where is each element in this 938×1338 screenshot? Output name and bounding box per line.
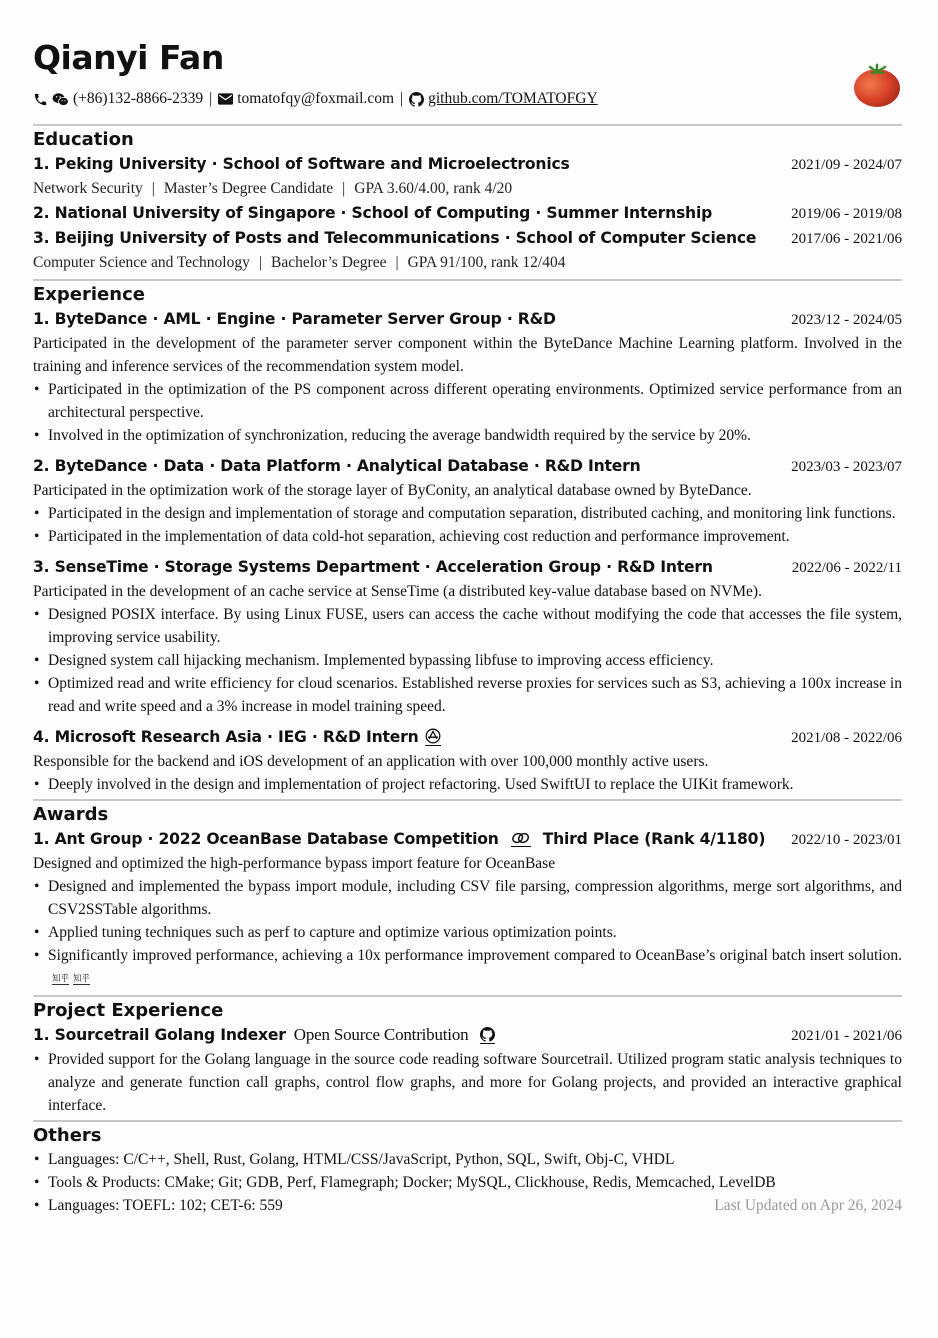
gpa: GPA 91/100, rank 12/404 bbox=[407, 254, 566, 271]
bullet-text: Significantly improved performance, achieving a 10x performance improvement compared to OceanBase’s original batch insert solution. bbox=[48, 947, 902, 964]
bullet-item: • Participated in the implementation of data cold-hot separation, achieving cost reduction and performance improvement. bbox=[33, 525, 902, 548]
award-entry bbox=[33, 827, 902, 991]
section-divider bbox=[33, 995, 902, 997]
degree: Bachelor’s Degree bbox=[270, 254, 387, 271]
separator: | bbox=[400, 90, 404, 107]
entry-date: 2021/09 - 2024/07 bbox=[791, 157, 902, 173]
entry-date: 2017/06 - 2021/06 bbox=[791, 231, 902, 247]
section-divider bbox=[33, 124, 902, 126]
education-entry bbox=[33, 226, 902, 251]
entry-date: 2019/06 - 2019/08 bbox=[791, 206, 902, 222]
entry-summary: Designed and optimized the high-performance bypass import feature for OceanBase bbox=[33, 855, 556, 872]
entry-summary: Participated in the development of the parameter server component within the ByteDance Machine Learning platform. Involved in the training and inference services of the recommendation system model. bbox=[33, 335, 902, 375]
resume-header bbox=[33, 38, 902, 110]
last-updated: Last Updated on Apr 26, 2024 bbox=[714, 1197, 902, 1214]
bullet-list bbox=[33, 875, 902, 991]
github-link[interactable]: github.com/TOMATOFGY bbox=[428, 90, 598, 107]
bullet-item: • Participated in the optimization of the PS component across different operating environments. Optimized service performance from an architectural perspective. bbox=[33, 378, 902, 424]
project-entry bbox=[33, 1023, 902, 1117]
bullet-item: • Involved in the optimization of synchronization, reducing the average bandwidth required by the service by 20%. bbox=[33, 424, 902, 447]
entry-date: 2023/12 - 2024/05 bbox=[791, 312, 902, 328]
entry-details: Network Security | Master’s Degree Candidate | GPA 3.60/4.00, rank 4/20 bbox=[33, 180, 513, 197]
entry-summary: Responsible for the backend and iOS development of an application with over 100,000 monthly active users. bbox=[33, 753, 709, 770]
entry-heading: 3. Beijing University of Posts and Telecommunications · School of Computer Science bbox=[33, 229, 757, 247]
section-title: Project Experience bbox=[33, 1000, 224, 1021]
bullet-list bbox=[33, 1148, 902, 1217]
link-icon bbox=[511, 831, 531, 845]
gpa: GPA 3.60/4.00, rank 4/20 bbox=[354, 180, 513, 197]
app-store-link[interactable] bbox=[425, 728, 441, 746]
wechat-icon bbox=[52, 92, 69, 107]
project-github-link[interactable] bbox=[480, 1027, 495, 1044]
entry-heading-text: 1. Ant Group · 2022 OceanBase Database Competition bbox=[33, 830, 499, 848]
entry-heading: 2. National University of Singapore · School of Computing · Summer Internship bbox=[33, 204, 713, 222]
resume-page bbox=[33, 38, 902, 1217]
entry-summary: Participated in the optimization work of the storage layer of ByConity, an analytical database owned by ByteDance. bbox=[33, 482, 752, 499]
person-name: Qianyi Fan bbox=[33, 38, 224, 77]
competition-link[interactable] bbox=[511, 831, 531, 847]
app-store-icon bbox=[425, 728, 441, 744]
experience-entry bbox=[33, 307, 902, 447]
section-divider bbox=[33, 279, 902, 281]
bullet-item: • Designed system call hijacking mechanism. Implemented bypassing libfuse to improving access efficiency. bbox=[33, 649, 902, 672]
bullet-item: • Designed and implemented the bypass import module, including CSV file parsing, compression algorithms, merge sort algorithms, and CSV2SSTable algorithms. bbox=[33, 875, 902, 921]
envelope-icon bbox=[218, 93, 233, 105]
awards-section bbox=[33, 803, 902, 991]
section-title: Awards bbox=[33, 804, 109, 825]
projects-section bbox=[33, 999, 902, 1117]
contact-line bbox=[33, 88, 902, 110]
section-divider bbox=[33, 799, 902, 801]
zhihu-link[interactable]: 知乎 bbox=[52, 974, 70, 984]
entry-heading bbox=[33, 725, 441, 749]
experience-entry bbox=[33, 555, 902, 718]
bullet-item bbox=[33, 1194, 902, 1217]
bullet-item: • Provided support for the Golang language in the source code reading software Sourcetrail. Utilized program static analysis techniques to analyze and generate function call graphs, control flow graphs, and more for Golang projects, and provided an interactive graphical interface. bbox=[33, 1048, 902, 1117]
bullet-item: • Designed POSIX interface. By using Linux FUSE, users can access the cache without modifying the code that accesses the file system, improving service usability. bbox=[33, 603, 902, 649]
bullet-list bbox=[33, 1048, 902, 1117]
major: Network Security bbox=[33, 180, 143, 197]
entry-heading: 3. SenseTime · Storage Systems Department · Acceleration Group · R&D Intern bbox=[33, 558, 713, 576]
bullet-list bbox=[33, 603, 902, 718]
education-section bbox=[33, 128, 902, 275]
bullet-list bbox=[33, 773, 902, 796]
experience-section bbox=[33, 283, 902, 796]
github-icon bbox=[409, 92, 424, 107]
entry-heading bbox=[33, 1023, 495, 1047]
zhihu-link[interactable]: 知乎 bbox=[73, 974, 91, 984]
entry-heading: 1. ByteDance · AML · Engine · Parameter Server Group · R&D bbox=[33, 310, 556, 328]
tomato-icon bbox=[852, 60, 902, 110]
major: Computer Science and Technology bbox=[33, 254, 250, 271]
entry-heading bbox=[33, 827, 765, 851]
section-divider bbox=[33, 1120, 902, 1122]
bullet-list bbox=[33, 502, 902, 548]
section-title: Education bbox=[33, 129, 134, 150]
entry-date: 2022/10 - 2023/01 bbox=[791, 832, 902, 848]
phone-icon bbox=[33, 92, 48, 107]
entry-heading-text: 4. Microsoft Research Asia · IEG · R&D Intern bbox=[33, 728, 419, 746]
section-title: Experience bbox=[33, 284, 145, 305]
bullet-item: • Applied tuning techniques such as perf to capture and optimize various optimization points. bbox=[33, 921, 902, 944]
bullet-text: Languages: TOEFL: 102; CET-6: 559 bbox=[48, 1197, 283, 1214]
award-result: Third Place (Rank 4/1180) bbox=[542, 830, 766, 848]
bullet-item: • Tools & Products: CMake; Git; GDB, Perf, Flamegraph; Docker; MySQL, Clickhouse, Redis, Memcached, LevelDB bbox=[33, 1171, 902, 1194]
project-subtitle: Open Source Contribution bbox=[293, 1025, 469, 1044]
bullet-item: • Participated in the design and implementation of storage and computation separation, distributed caching, and monitoring link functions. bbox=[33, 502, 902, 525]
bullet-item: • Deeply involved in the design and implementation of project refactoring. Used SwiftUI to replace the UIKit framework. bbox=[33, 773, 902, 796]
entry-date: 2022/06 - 2022/11 bbox=[791, 560, 902, 576]
education-entry bbox=[33, 201, 902, 226]
section-title: Others bbox=[33, 1125, 102, 1146]
separator: | bbox=[209, 90, 213, 107]
github-icon bbox=[480, 1027, 495, 1042]
experience-entry bbox=[33, 725, 902, 796]
experience-entry bbox=[33, 454, 902, 548]
email-address[interactable]: tomatofqy@foxmail.com bbox=[237, 90, 395, 107]
bullet-item: • Languages: C/C++, Shell, Rust, Golang, HTML/CSS/JavaScript, Python, SQL, Swift, Obj-C, VHDL bbox=[33, 1148, 902, 1171]
entry-heading-text: 1. Sourcetrail Golang Indexer bbox=[33, 1026, 286, 1044]
phone-number: (+86)132-8866-2339 bbox=[73, 90, 204, 107]
entry-summary: Participated in the development of an cache service at SenseTime (a distributed key-value database based on NVMe). bbox=[33, 583, 762, 600]
others-section bbox=[33, 1124, 902, 1217]
entry-date: 2021/01 - 2021/06 bbox=[791, 1028, 902, 1044]
education-entry bbox=[33, 152, 902, 177]
entry-heading: 2. ByteDance · Data · Data Platform · Analytical Database · R&D Intern bbox=[33, 457, 641, 475]
bullet-item bbox=[33, 944, 902, 991]
entry-date: 2023/03 - 2023/07 bbox=[791, 459, 902, 475]
entry-date: 2021/08 - 2022/06 bbox=[791, 730, 902, 746]
bullet-list bbox=[33, 378, 902, 447]
entry-details: Computer Science and Technology | Bachelor’s Degree | GPA 91/100, rank 12/404 bbox=[33, 254, 566, 271]
entry-heading: 1. Peking University · School of Software and Microelectronics bbox=[33, 155, 570, 173]
bullet-item: • Optimized read and write efficiency for cloud scenarios. Established reverse proxies for services such as S3, achieving a 100x increase in read and write speed and a 3% increase in model training speed. bbox=[33, 672, 902, 718]
degree: Master’s Degree Candidate bbox=[163, 180, 334, 197]
